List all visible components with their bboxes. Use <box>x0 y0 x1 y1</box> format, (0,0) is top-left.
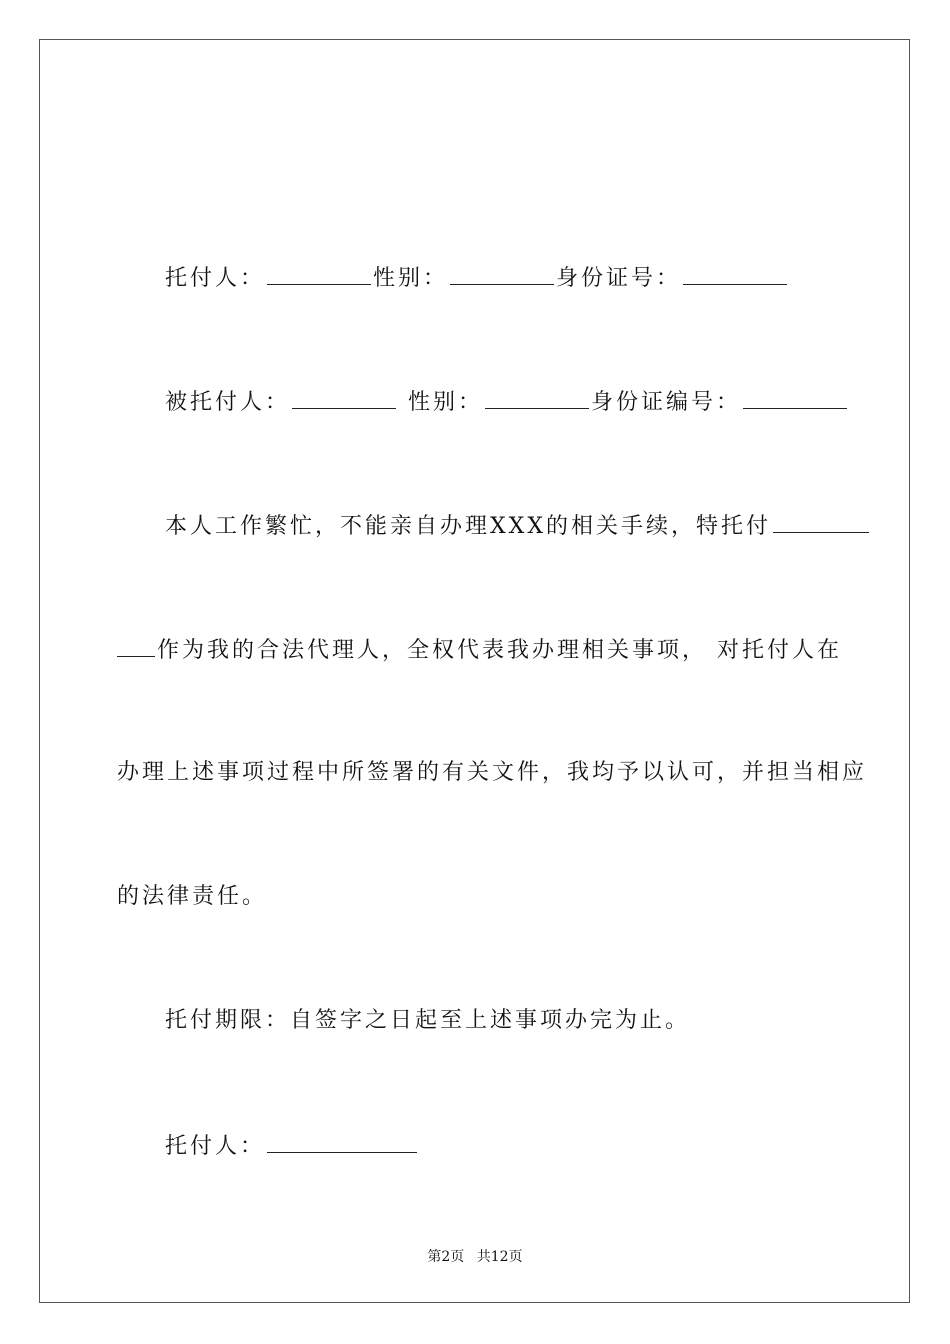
body-text-3: 办理上述事项过程中所签署的有关文件，我均予以认可，并担当相应 <box>117 760 868 785</box>
body-paragraph-line-4 <box>117 882 267 912</box>
body-text-1: 本人工作繁忙，不能亲自办理XXX的相关手续，特托付 <box>165 514 771 539</box>
signature-blank[interactable] <box>267 1130 417 1153</box>
body-paragraph-line-2 <box>117 634 842 666</box>
principal-gender-blank[interactable] <box>450 262 554 285</box>
agent-gender-label: 性别： <box>408 390 484 415</box>
agent-id-label: 身份证编号： <box>591 390 742 415</box>
signature-label: 托付人： <box>165 1134 266 1159</box>
body-paragraph-line-1 <box>165 510 871 542</box>
signature-line <box>165 1130 419 1162</box>
page-number: 第2页 <box>427 1249 465 1265</box>
body-text-2: 作为我的合法代理人，全权代表我办理相关事项， 对托付人在 <box>157 638 842 663</box>
gender-label: 性别： <box>373 266 449 291</box>
agent-name-blank[interactable] <box>292 386 396 409</box>
agent-label: 被托付人： <box>165 390 291 415</box>
body-text-4: 的法律责任。 <box>117 884 268 909</box>
term-line <box>165 1006 690 1036</box>
agent-id-blank[interactable] <box>743 386 847 409</box>
id-number-label: 身份证号： <box>556 266 682 291</box>
page-footer <box>0 1246 950 1266</box>
term-text: 托付期限：自签字之日起至上述事项办完为止。 <box>165 1008 691 1033</box>
principal-label: 托付人： <box>165 266 266 291</box>
principal-name-blank[interactable] <box>267 262 371 285</box>
principal-id-blank[interactable] <box>683 262 787 285</box>
agent-designation-blank-cont[interactable] <box>117 634 155 657</box>
principal-info-line <box>165 262 789 294</box>
page-frame <box>39 39 910 1303</box>
body-paragraph-line-3 <box>117 758 867 788</box>
page-total: 共12页 <box>476 1249 523 1265</box>
agent-gender-blank[interactable] <box>485 386 589 409</box>
agent-designation-blank[interactable] <box>773 510 869 533</box>
agent-info-line <box>165 386 849 418</box>
